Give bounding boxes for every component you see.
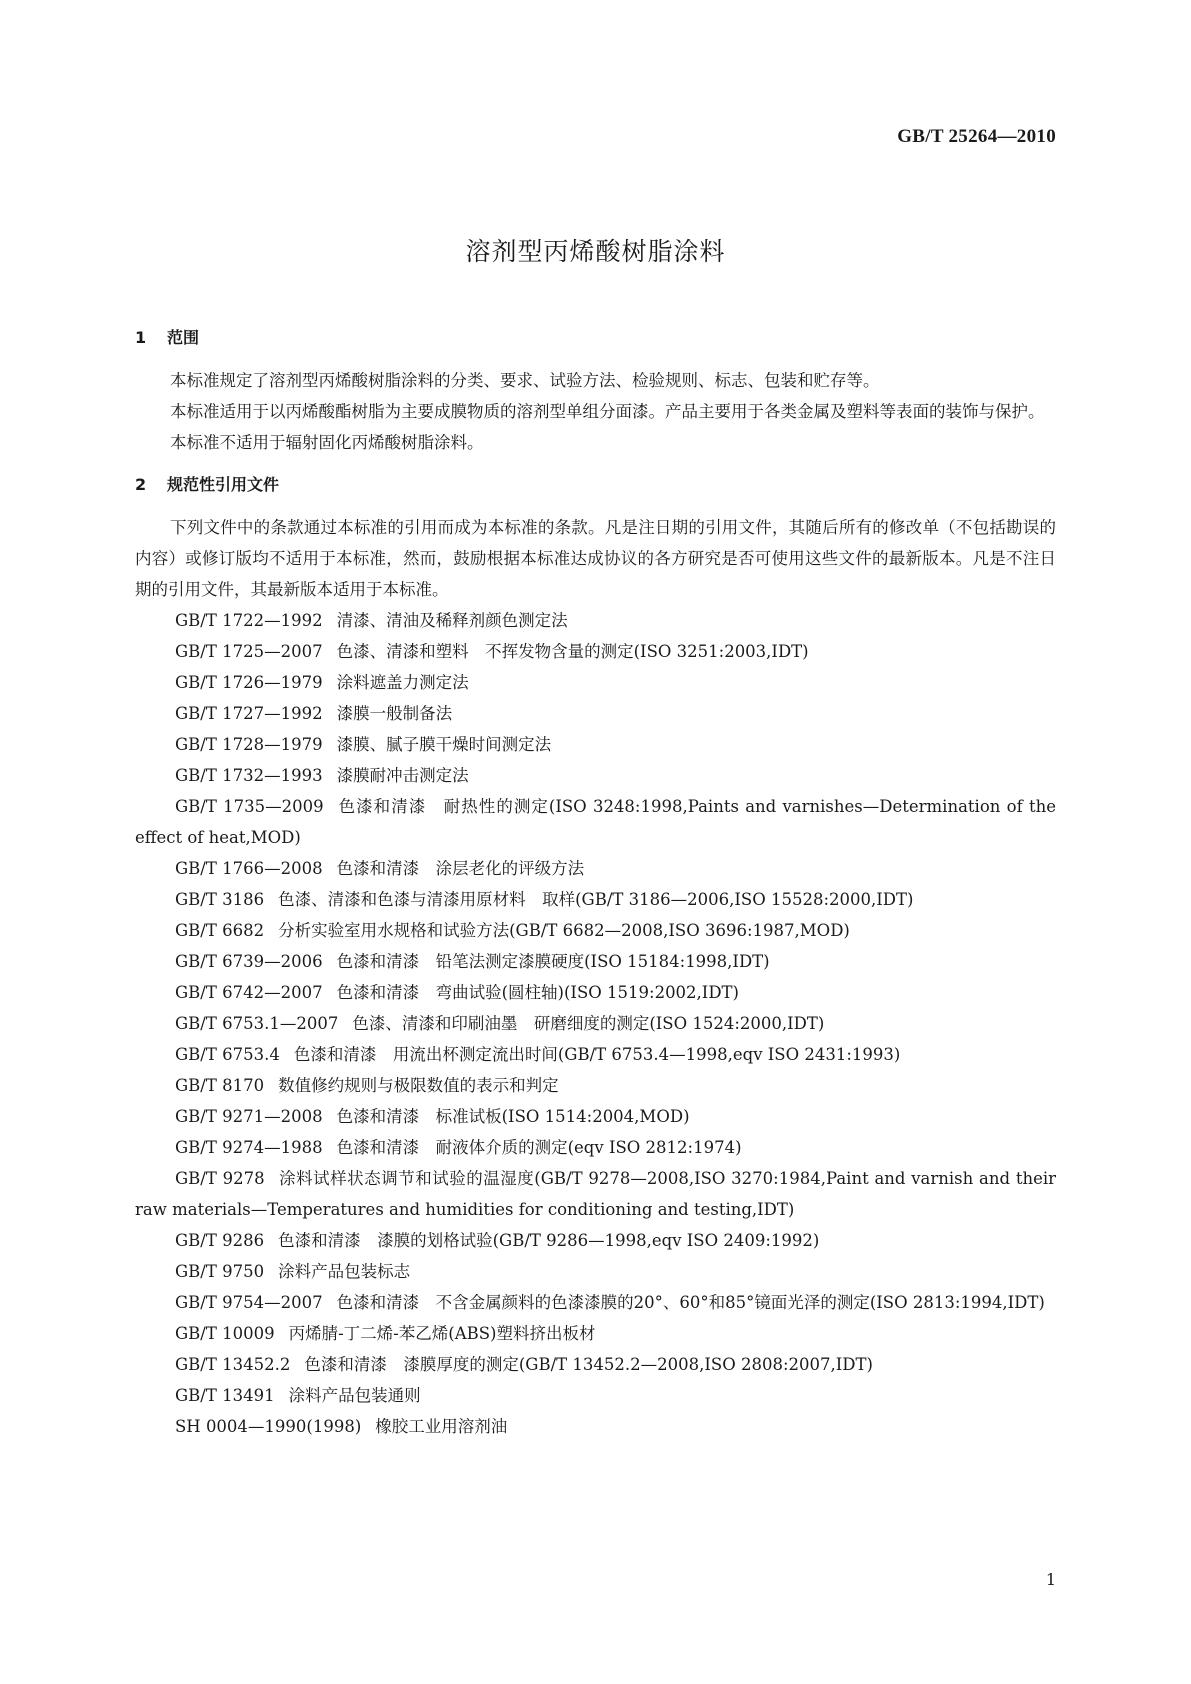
reference-title: 色漆和清漆 耐液体介质的测定(eqv ISO 2812:1974) [336, 1138, 742, 1157]
reference-code: GB/T 1726—1979 [175, 673, 323, 692]
reference-code: GB/T 1725—2007 [175, 642, 323, 661]
reference-code: GB/T 1727—1992 [175, 704, 323, 723]
reference-title: 色漆和清漆 用流出杯测定流出时间(GB/T 6753.4—1998,eqv ISO 2431:1993) [293, 1045, 901, 1064]
reference-code: GB/T 9274—1988 [175, 1138, 323, 1157]
reference-title: 数值修约规则与极限数值的表示和判定 [278, 1076, 559, 1095]
reference-title: 丙烯腈-丁二烯-苯乙烯(ABS)塑料挤出板材 [288, 1324, 596, 1343]
paragraph: 本标准规定了溶剂型丙烯酸树脂涂料的分类、要求、试验方法、检验规则、标志、包装和贮存等。 [170, 371, 880, 390]
reference-code: GB/T 9286 [175, 1231, 265, 1250]
reference-code: GB/T 10009 [175, 1324, 275, 1343]
reference-code: GB/T 6739—2006 [175, 952, 323, 971]
reference-item [135, 760, 1056, 791]
reference-title: 清漆、清油及稀释剂颜色测定法 [336, 611, 568, 630]
reference-title: 漆膜一般制备法 [336, 704, 453, 723]
reference-title: 橡胶工业用溶剂油 [375, 1417, 508, 1436]
reference-list [135, 605, 1056, 1442]
reference-code: GB/T 8170 [175, 1076, 265, 1095]
section-heading-normative-references [135, 473, 1056, 497]
reference-item [135, 977, 1056, 1008]
reference-title: 色漆和清漆 弯曲试验(圆柱轴)(ISO 1519:2002,IDT) [336, 983, 739, 1002]
references-intro: 下列文件中的条款通过本标准的引用而成为本标准的条款。凡是注日期的引用文件，其随后所有的修改单（不包括勘误的内容）或修订版均不适用于本标准，然而，鼓励根据本标准达成协议的各方研究是否可使用这些文件的最新版本。凡是不注日期的引用文件，其最新版本适用于本标准。 [135, 518, 1056, 599]
reference-title: 色漆、清漆和塑料 不挥发物含量的测定(ISO 3251:2003,IDT) [336, 642, 809, 661]
reference-code: GB/T 13452.2 [175, 1355, 291, 1374]
reference-code: GB/T 1735—2009 [175, 797, 324, 816]
reference-title: 色漆、清漆和印刷油墨 研磨细度的测定(ISO 1524:2000,IDT) [352, 1014, 825, 1033]
reference-code: GB/T 1766—2008 [175, 859, 323, 878]
reference-item [135, 1411, 1056, 1442]
reference-code: GB/T 1722—1992 [175, 611, 323, 630]
reference-item [135, 698, 1056, 729]
reference-item [135, 1380, 1056, 1411]
reference-item [135, 1349, 1056, 1380]
paragraph: 本标准适用于以丙烯酸酯树脂为主要成膜物质的溶剂型单组分面漆。产品主要用于各类金属及塑料等表面的装饰与保护。 [170, 402, 1045, 421]
reference-item [135, 667, 1056, 698]
section-title: 范围 [167, 328, 200, 347]
reference-title: 色漆、清漆和色漆与清漆用原材料 取样(GB/T 3186—2006,ISO 15528:2000,IDT) [278, 890, 914, 909]
reference-title: 色漆和清漆 漆膜的划格试验(GB/T 9286—1998,eqv ISO 2409:1992) [278, 1231, 820, 1250]
reference-title: 漆膜耐冲击测定法 [336, 766, 469, 785]
reference-title: 漆膜、腻子膜干燥时间测定法 [336, 735, 552, 754]
document-title: 溶剂型丙烯酸树脂涂料 [465, 237, 726, 266]
reference-item [135, 729, 1056, 760]
reference-item [135, 1225, 1056, 1256]
reference-code: GB/T 1728—1979 [175, 735, 323, 754]
reference-item [135, 884, 1056, 915]
reference-code: GB/T 6753.1—2007 [175, 1014, 339, 1033]
reference-code: GB/T 9271—2008 [175, 1107, 323, 1126]
reference-code: GB/T 6682 [175, 921, 265, 940]
reference-title: 涂料试样状态调节和试验的温湿度(GB/T 9278—2008,ISO 3270:1984,Paint and varnish and their raw materials—Temperatures and humidities for conditioning and testing,IDT) [135, 1169, 1057, 1219]
page-number: 1 [1045, 1570, 1056, 1589]
reference-title: 色漆和清漆 铅笔法测定漆膜硬度(ISO 15184:1998,IDT) [336, 952, 770, 971]
reference-item [135, 1163, 1056, 1225]
section-number: 2 [135, 475, 147, 494]
reference-item [135, 1070, 1056, 1101]
reference-item [135, 946, 1056, 977]
reference-title: 分析实验室用水规格和试验方法(GB/T 6682—2008,ISO 3696:1987,MOD) [278, 921, 850, 940]
reference-code: GB/T 13491 [175, 1386, 275, 1405]
reference-item [135, 853, 1056, 884]
section-title: 规范性引用文件 [167, 475, 280, 494]
reference-item [135, 1008, 1056, 1039]
reference-code: GB/T 1732—1993 [175, 766, 323, 785]
reference-title: 涂料产品包装通则 [288, 1386, 421, 1405]
reference-item [135, 915, 1056, 946]
reference-item [135, 1287, 1056, 1318]
reference-title: 色漆和清漆 涂层老化的评级方法 [336, 859, 585, 878]
paragraph: 本标准不适用于辐射固化丙烯酸树脂涂料。 [170, 433, 484, 452]
reference-item [135, 605, 1056, 636]
reference-title: 涂料遮盖力测定法 [336, 673, 469, 692]
reference-code: GB/T 6753.4 [175, 1045, 280, 1064]
reference-item [135, 791, 1056, 853]
reference-title: 色漆和清漆 不含金属颜料的色漆漆膜的20°、60°和85°镜面光泽的测定(ISO 2813:1994,IDT) [336, 1293, 1045, 1312]
reference-title: 涂料产品包装标志 [278, 1262, 411, 1281]
reference-item [135, 1318, 1056, 1349]
reference-item [135, 1039, 1056, 1070]
document-body [135, 326, 1056, 1442]
reference-code: GB/T 9278 [175, 1169, 265, 1188]
section-number: 1 [135, 328, 147, 347]
reference-title: 色漆和清漆 耐热性的测定(ISO 3248:1998,Paints and varnishes—Determination of the effect of heat,MOD) [135, 797, 1056, 847]
reference-code: GB/T 6742—2007 [175, 983, 323, 1002]
reference-item [135, 1101, 1056, 1132]
reference-item [135, 1256, 1056, 1287]
reference-code: GB/T 9754—2007 [175, 1293, 323, 1312]
reference-item [135, 636, 1056, 667]
reference-code: SH 0004—1990(1998) [175, 1417, 362, 1436]
reference-title: 色漆和清漆 标准试板(ISO 1514:2004,MOD) [336, 1107, 690, 1126]
reference-code: GB/T 9750 [175, 1262, 265, 1281]
reference-code: GB/T 3186 [175, 890, 265, 909]
standard-code: GB/T 25264—2010 [897, 126, 1056, 147]
reference-item [135, 1132, 1056, 1163]
section-heading-scope [135, 326, 1056, 350]
reference-title: 色漆和清漆 漆膜厚度的测定(GB/T 13452.2—2008,ISO 2808:2007,IDT) [304, 1355, 873, 1374]
